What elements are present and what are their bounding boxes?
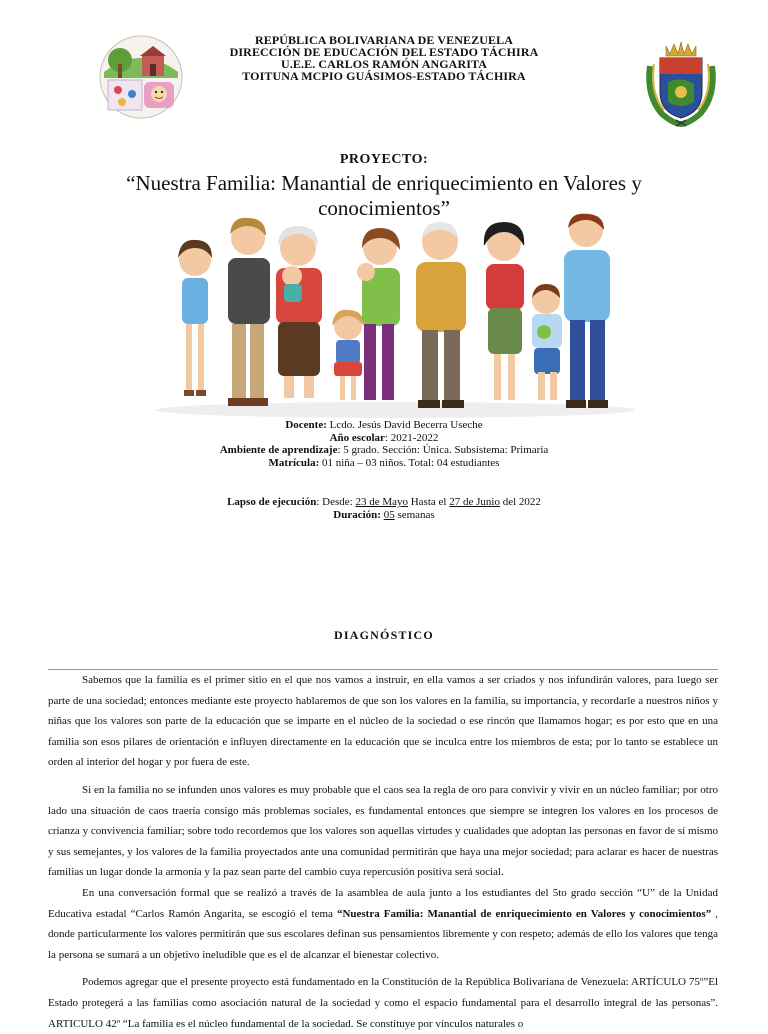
family-member-woman-green xyxy=(357,228,400,400)
info-duracion xyxy=(0,509,768,522)
info-matricula xyxy=(0,457,768,470)
header-line-3: U.E.E. CARLOS RAMÓN ANGARITA xyxy=(281,57,487,71)
paragraph-3 xyxy=(48,883,718,965)
info-lapso xyxy=(0,496,768,509)
project-title: “Nuestra Familia: Manantial de enriquecimiento en Valores y conocimientos” xyxy=(126,171,642,220)
header-line-1: REPÚBLICA BOLIVARIANA DE VENEZUELA xyxy=(254,33,514,47)
lapso-pre: : Desde: xyxy=(316,496,356,508)
paragraph-2: Si en la familia no se infunden unos valores es muy probable que el caos sea la regla de oro para convivir y vivir en un núcleo familiar; por otro lado una situación de caos traería consigo más problemas sociales, es fundamental entonces que siempre se integren los valores en los procesos de crianza y convivencia familiar; sobre todo recordemos que los valores son aquellas virtudes y cualidades que adoptan las personas en favor de sí mismo y sus semejantes, y los valores de la familia proyectados ante una comunidad permitirán que haya una mejor sociedad; para aclarar es hacer de nuestras familias un lugar donde la armonía y la paz sean parte del cambio cuya repercusión positiva será social. xyxy=(48,783,718,879)
family-member-man-left xyxy=(228,218,270,406)
header-line-2: DIRECCIÓN DE EDUCACIÓN DEL ESTADO TÁCHIRA xyxy=(229,45,539,59)
lapso-to: 27 de Junio xyxy=(449,496,500,508)
duracion-label: Duración: xyxy=(333,509,381,521)
matricula-value: 01 niña – 03 niños. Total: 04 estudiantes xyxy=(319,456,500,469)
family-member-small-girl xyxy=(332,310,364,400)
info-ambiente xyxy=(0,444,768,457)
lapso-from: 23 de Mayo xyxy=(355,496,408,508)
header-line-4: TOITUNA MCPIO GUÁSIMOS-ESTADO TÁCHIRA xyxy=(242,69,526,83)
paragraph-4: Podemos agregar que el presente proyecto está fundamentado en la Constitución de la República Bolivariana de Venezuela: ARTÍCULO 75º”El Estado protegerá a las familias como asociación natural de la sociedad y como el espacio fundamental para el desarrollo integral de las personas”. ARTICULO 42º “La familia es el núcleo fundamental de la sociedad. Se constituye por vínculos naturales o xyxy=(48,976,718,1030)
lapso-label: Lapso de ejecución xyxy=(227,496,317,508)
family-member-woman-red xyxy=(484,222,524,400)
paragraph-3-title: “Nuestra Familia: Manantial de enriquecimiento en Valores y conocimientos” xyxy=(336,907,712,920)
institution-header xyxy=(0,34,768,82)
paragraph-3-pre: En una conversación formal que se realizó a través de la asamblea de aula junto a los estudiantes del 5to grado sección “U” de la Unidad Educativa estadal “Carlos Ramón Angarita, se escogió el tema xyxy=(48,886,718,920)
anio-label: Año escolar xyxy=(329,431,385,444)
diagnostico-body xyxy=(48,670,718,1034)
ambiente-label: Ambiente de aprendizaje xyxy=(219,444,338,456)
matricula-label: Matrícula: xyxy=(268,456,320,469)
docente-value: Lcdo. Jesús David Becerra Useche xyxy=(326,419,483,431)
duracion-unit: semanas xyxy=(394,509,435,521)
family-member-man-right xyxy=(564,213,610,408)
info-anio xyxy=(0,432,768,445)
project-schedule xyxy=(0,496,768,522)
lapso-mid: Hasta el xyxy=(407,496,450,508)
paragraph-3-post: , donde particularmente los valores permitirán que sus escolares definan sus pensamientos libremente y con respeto; además de ello los valores que tenga la persona se sumará a un objetivo ineludible que es el de alcanzar el bienestar colectivo. xyxy=(48,907,719,961)
project-info xyxy=(0,419,768,469)
family-member-boy-right xyxy=(532,284,562,400)
family-member-girl-left xyxy=(178,240,212,396)
paragraph-1: Sabemos que la familia es el primer sitio en el que nos vamos a instruir, en ella vamos a ser criados y nos infundirán valores, para luego ser parte de una sociedad; entonces mediante este proyecto hablaremos de que son los valores en la familia, su importancia, y recordarle a nuestros niños y niñas que los valores son parte de la educación que se imparte en el núcleo de la sociedad o ese rincón que llamamos hogar; es por esto que en una familia son esos pilares de orientación e influyen directamente en la educación que se inculca entre los miembros de esta; por lo tanto se establece un orden al interior del hogar y por fuera de este. xyxy=(48,674,718,769)
lapso-post: del 2022 xyxy=(499,496,541,508)
family-member-grandma xyxy=(276,226,322,398)
proyecto-label: PROYECTO: xyxy=(339,152,429,167)
docente-label: Docente: xyxy=(285,419,327,431)
diagnostico-heading: DIAGNÓSTICO xyxy=(334,628,434,642)
duracion-value: 05 xyxy=(383,509,395,521)
ambiente-value: : 5 grado. Sección: Única. Subsistema: Primaria xyxy=(337,444,549,456)
family-illustration xyxy=(150,212,640,418)
info-docente xyxy=(0,419,768,432)
family-member-grandpa xyxy=(416,222,466,408)
anio-value: : 2021-2022 xyxy=(384,431,439,444)
